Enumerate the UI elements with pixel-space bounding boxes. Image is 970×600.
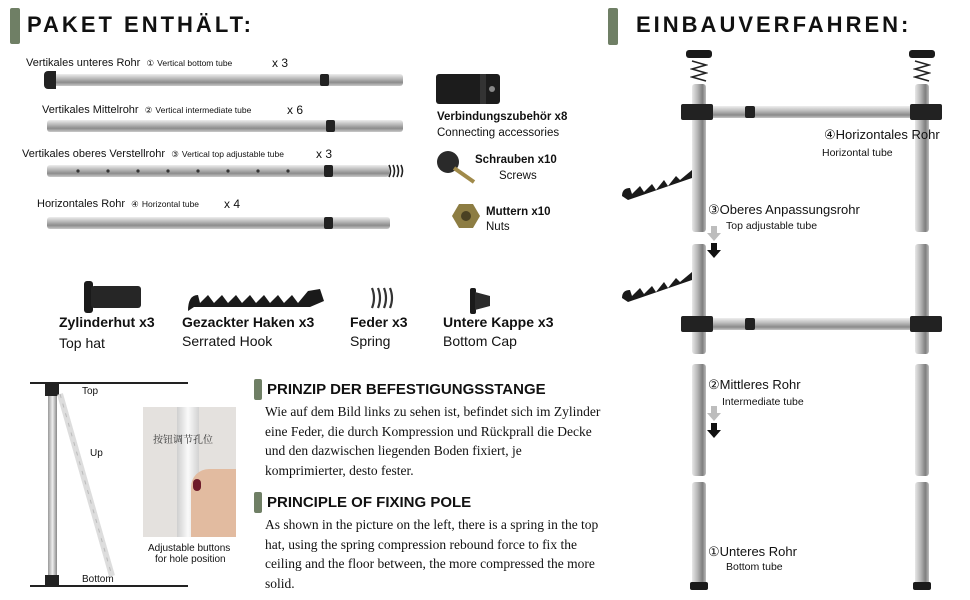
tube-num: ③ <box>171 149 179 159</box>
tube-num: ② <box>144 105 153 115</box>
install-de: Mittleres Rohr <box>719 377 801 392</box>
install-label-1-en: Bottom tube <box>726 561 783 573</box>
principle-en-text: As shown in the picture on the left, there is a spring in the top hat, using the spring compression rebound force to fix the ceiling and the floor between, the more compressed the more solid. <box>265 517 599 591</box>
part-spring-en: Spring <box>350 333 391 349</box>
accessory-connector-de: Verbindungszubehör x8 <box>437 111 568 123</box>
tube-qty: x 3 <box>272 56 289 70</box>
tube-qty: x 4 <box>224 197 241 211</box>
install-label-3-de <box>708 202 860 218</box>
install-num: ④ <box>824 127 836 142</box>
connector-lower-left <box>681 316 713 332</box>
bottom-tube-image <box>48 74 403 86</box>
install-label-2-de <box>708 377 801 393</box>
tube-en: Vertical intermediate tube <box>155 105 252 115</box>
part-top-hat-de: Zylinderhut x3 <box>59 314 155 330</box>
horizontal-tube-image <box>47 217 390 229</box>
accessory-screws-en: Screws <box>499 170 537 182</box>
tube-en: Horizontal tube <box>141 199 200 209</box>
part-spring-de: Feder x3 <box>350 314 408 330</box>
tube-de: Horizontales Rohr <box>37 198 126 210</box>
pole-label-bottom: Bottom <box>82 574 114 585</box>
install-num: ③ <box>708 202 720 217</box>
bottom-cap-left <box>690 582 708 590</box>
right-bottom-tube <box>915 482 929 586</box>
pole-label-top: Top <box>82 386 99 397</box>
accessory-nuts-en: Nuts <box>486 221 510 233</box>
photo-fingernail <box>193 479 201 491</box>
tube-de: Vertikales Mittelrohr <box>42 104 139 116</box>
principle-de-accent-bar <box>254 379 262 400</box>
screw-icon <box>434 148 476 184</box>
right-intermediate-tube-lower <box>915 364 929 476</box>
tube-label-top-adjustable <box>22 148 284 160</box>
left-bottom-tube <box>692 482 706 586</box>
tube-joint-image <box>745 106 755 118</box>
tube-de: Vertikales unteres Rohr <box>26 57 141 69</box>
install-num: ② <box>708 377 720 392</box>
tube-en: Vertical bottom tube <box>157 58 233 68</box>
install-label-4-de <box>824 127 940 143</box>
tube-holes-image <box>70 167 320 175</box>
connector-icon <box>436 72 502 106</box>
install-de: Horizontales Rohr <box>835 127 940 142</box>
connector-lower-right <box>910 316 942 332</box>
intermediate-tube-image <box>47 120 403 132</box>
installation-title: EINBAUVERFAHREN: <box>636 12 912 37</box>
tube-joint-image <box>324 217 333 229</box>
left-intermediate-tube-lower <box>692 364 706 476</box>
bottom-cap-image <box>44 71 56 89</box>
serrated-hook-icon <box>620 268 694 304</box>
install-de: Oberes Anpassungsrohr <box>719 202 860 217</box>
accessory-screws-de: Schrauben x10 <box>475 154 557 166</box>
principle-en-accent-bar <box>254 492 262 513</box>
pole-label-up: Up <box>90 448 103 459</box>
photo-caption-2: for hole position <box>155 554 226 565</box>
accessory-connector-en: Connecting accessories <box>437 127 560 139</box>
serrated-hook-icon <box>620 166 694 202</box>
part-hook-en: Serrated Hook <box>182 333 273 349</box>
install-label-3-en: Top adjustable tube <box>726 220 818 232</box>
principle-de-title: PRINZIP DER BEFESTIGUNGSSTANGE <box>267 381 546 398</box>
install-label-4-en: Horizontal tube <box>822 147 893 159</box>
spring-icon <box>387 163 407 179</box>
tube-label-bottom <box>26 57 232 69</box>
tube-en: Vertical top adjustable tube <box>181 149 284 159</box>
floor-line <box>30 585 188 587</box>
tube-joint-image <box>745 318 755 330</box>
right-intermediate-tube-upper <box>915 244 929 354</box>
principle-de-text: Wie auf dem Bild links zu sehen ist, befindet sich im Zylinder eine Feder, die durch Kompression und Rückprall die Decke und den dazwischen liegenden Boden fixiert, je komprimierter, desto fester. <box>265 404 601 478</box>
part-bottom-cap-en: Bottom Cap <box>443 333 517 349</box>
spring-icon <box>690 58 708 84</box>
principle-en-title: PRINCIPLE OF FIXING POLE <box>267 494 472 511</box>
part-hook-de: Gezackter Haken x3 <box>182 314 315 330</box>
install-de: Unteres Rohr <box>719 544 797 559</box>
pole-top-hat-right <box>909 50 935 58</box>
serrated-hook-icon <box>186 285 326 315</box>
bottom-cap-right <box>913 582 931 590</box>
package-title: PAKET ENTHÄLT: <box>27 12 254 37</box>
upper-horizontal-tube <box>706 106 915 118</box>
left-intermediate-tube-upper <box>692 244 706 354</box>
arrow-down-icon <box>706 226 722 260</box>
install-num: ① <box>708 544 720 559</box>
tube-label-horizontal <box>37 198 199 210</box>
tube-joint-image <box>320 74 329 86</box>
arrow-down-icon <box>706 406 722 440</box>
accessory-nuts-de: Muttern x10 <box>486 206 551 218</box>
tube-joint-image <box>324 165 333 177</box>
nut-icon <box>451 203 481 229</box>
part-bottom-cap-de: Untere Kappe x3 <box>443 314 554 330</box>
spring-icon <box>369 285 397 311</box>
part-top-hat-en: Top hat <box>59 335 105 351</box>
tilted-pole <box>54 390 118 580</box>
install-title-accent-bar <box>608 8 618 45</box>
tube-de: Vertikales oberes Verstellrohr <box>22 148 166 160</box>
tube-qty: x 6 <box>287 103 304 117</box>
bottom-cap-icon <box>470 288 492 314</box>
tube-num: ④ <box>131 199 139 209</box>
photo-caption-1: Adjustable buttons <box>148 543 231 554</box>
install-label-1-de <box>708 544 797 560</box>
hand-photo <box>143 407 236 537</box>
photo-chinese-note: 按钮调节孔位 <box>153 435 213 446</box>
connector-upper-left <box>681 104 713 120</box>
title-accent-bar <box>10 8 20 44</box>
tube-qty: x 3 <box>316 147 333 161</box>
lower-horizontal-tube <box>706 318 915 330</box>
install-label-2-en: Intermediate tube <box>722 396 804 408</box>
tube-label-intermediate <box>42 104 251 116</box>
pole-top-hat-left <box>686 50 712 58</box>
connector-upper-right <box>910 104 942 120</box>
tube-joint-image <box>326 120 335 132</box>
top-hat-icon <box>84 281 142 313</box>
tube-num: ① <box>146 58 155 68</box>
spring-icon <box>913 58 931 84</box>
